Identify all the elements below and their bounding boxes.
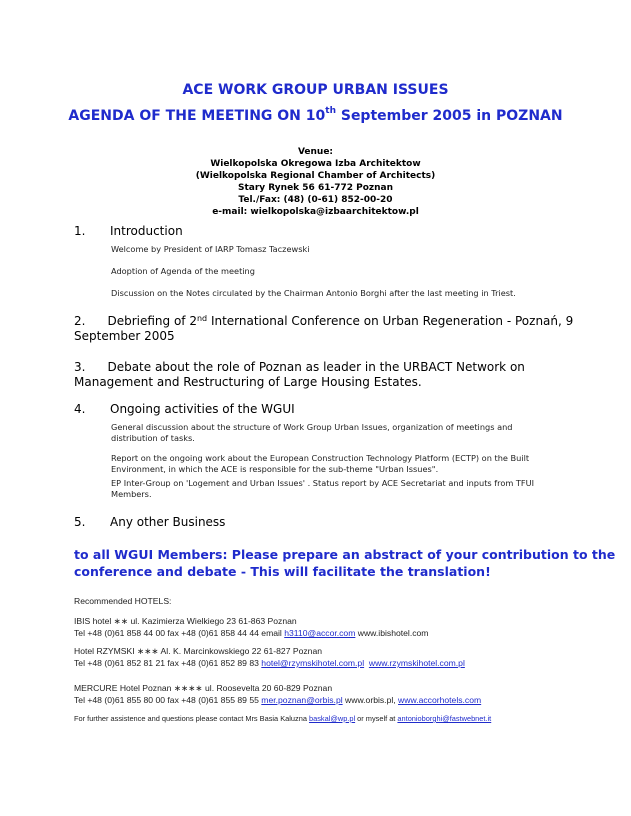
item-4-sub-1-line-2: distribution of tasks. bbox=[111, 432, 195, 443]
item-4-sub-2 bbox=[111, 453, 551, 474]
contact-footer bbox=[74, 714, 594, 723]
item-2-sup: nd bbox=[196, 314, 208, 323]
hotel-rzymski-tel: Tel +48 (0)61 852 81 21 fax +48 (0)61 852 89 83 bbox=[74, 658, 262, 668]
item-2-line-2: September 2005 bbox=[74, 329, 175, 343]
footer-mid-text: or myself at bbox=[355, 714, 398, 723]
item-2-text-cont: International Conference on Urban Regeneration - Poznań, 9 bbox=[207, 314, 574, 328]
venue-line-2: (Wielkopolska Regional Chamber of Architects) bbox=[195, 171, 436, 181]
item-4-sub-3-line-2: Members. bbox=[111, 488, 152, 499]
hotel-mercure-address: MERCURE Hotel Poznan ∗∗∗∗ ul. Roosevelta 20 60-829 Poznan bbox=[74, 683, 333, 693]
callout-line-1: to all WGUI Members: Please prepare an abstract of your contribution to the bbox=[74, 547, 616, 562]
item-number: 4. bbox=[74, 402, 86, 416]
hotel-rzymski-email-link[interactable]: hotel@rzymskihotel.com.pl bbox=[261, 658, 365, 668]
item-4-sub-2-line-2: Environment, in which the ACE is responsible for the sub-theme "Urban Issues". bbox=[111, 463, 439, 474]
item-3-line-1: Debate about the role of Poznan as leader in the URBACT Network on bbox=[107, 360, 525, 374]
hotel-ibis-address: IBIS hotel ∗∗ ul. Kazimierza Wielkiego 23 61-863 Poznan bbox=[74, 616, 297, 626]
item-1-sub-1: Welcome by President of IARP Tomasz Taczewski bbox=[111, 244, 310, 254]
item-4-sub-1-line-1: General discussion about the structure of Work Group Urban Issues, organization of meetings and bbox=[111, 422, 513, 432]
hotel-mercure-web-link[interactable]: www.accorhotels.com bbox=[398, 695, 482, 705]
members-callout bbox=[74, 546, 616, 580]
venue-line-4: Tel./Fax: (48) (0-61) 852-00-20 bbox=[238, 195, 393, 205]
venue-line-5: e-mail: wielkopolska@izbaarchitektow.pl bbox=[212, 207, 419, 217]
agenda-item-2 bbox=[74, 314, 574, 344]
hotel-rzymski-contact bbox=[74, 657, 594, 669]
item-number: 5. bbox=[74, 515, 86, 529]
hotel-rzymski-web-link[interactable]: www.rzymskihotel.com.pl bbox=[368, 658, 465, 668]
venue-line-1: Wielkopolska Okregowa Izba Architektow bbox=[210, 159, 421, 169]
page-title: ACE WORK GROUP URBAN ISSUES bbox=[182, 82, 449, 98]
item-4-sub-2-line-1: Report on the ongoing work about the European Construction Technology Platform (ECTP) on the Built bbox=[111, 453, 530, 463]
agenda-subtitle-sup: th bbox=[325, 106, 336, 116]
footer-email-1-link[interactable]: baskal@wp.pl bbox=[308, 714, 356, 723]
venue-block bbox=[0, 146, 631, 218]
venue-line-3: Stary Rynek 56 61-772 Poznan bbox=[237, 183, 394, 193]
item-1-sub-3: Discussion on the Notes circulated by the Chairman Antonio Borghi after the last meeting in Triest. bbox=[111, 288, 516, 298]
hotel-ibis-tel: Tel +48 (0)61 858 44 00 fax +48 (0)61 858 44 44 email bbox=[74, 628, 285, 638]
agenda-subtitle-suffix: September 2005 in POZNAN bbox=[335, 108, 563, 124]
item-4-sub-3-line-1: EP Inter-Group on 'Logement and Urban Issues' . Status report by ACE Secretariat and inputs from TFUI bbox=[111, 478, 535, 488]
footer-email-2-link[interactable]: antonioborghi@fastwebnet.it bbox=[397, 714, 492, 723]
hotel-ibis-web: www.ibishotel.com bbox=[355, 628, 429, 638]
hotel-mercure bbox=[74, 682, 594, 706]
item-2-text: Debriefing of 2 bbox=[107, 314, 197, 328]
item-number: 3. bbox=[74, 360, 86, 374]
agenda-subtitle-text: AGENDA OF THE MEETING ON 10 bbox=[68, 108, 326, 124]
item-number: 2. bbox=[74, 314, 86, 328]
hotel-ibis-contact bbox=[74, 627, 594, 639]
hotel-mercure-web-plain: www.orbis.pl, bbox=[342, 695, 399, 705]
item-title: Introduction bbox=[110, 224, 183, 238]
hotel-mercure-tel: Tel +48 (0)61 855 80 00 fax +48 (0)61 855 89 55 bbox=[74, 695, 262, 705]
item-4-sub-3 bbox=[111, 478, 551, 499]
footer-text: For further assistence and questions please contact Mrs Basia Kaluzna bbox=[74, 714, 309, 723]
agenda-item-3 bbox=[74, 360, 574, 390]
hotel-mercure-contact bbox=[74, 694, 594, 706]
item-3-line-2: Management and Restructuring of Large Housing Estates. bbox=[74, 375, 422, 389]
agenda-subtitle bbox=[0, 108, 631, 124]
callout-line-2: conference and debate - This will facilitate the translation! bbox=[74, 564, 491, 579]
venue-label: Venue: bbox=[297, 147, 334, 157]
hotel-ibis-email-link[interactable]: h3110@accor.com bbox=[284, 628, 356, 638]
hotel-rzymski-address: Hotel RZYMSKI ∗∗∗ Al. K. Marcinkowskiego 22 61-827 Poznan bbox=[74, 646, 323, 656]
hotel-rzymski bbox=[74, 645, 594, 669]
item-title: Ongoing activities of the WGUI bbox=[110, 402, 295, 416]
item-4-sub-1 bbox=[111, 422, 551, 443]
item-1-sub-2: Adoption of Agenda of the meeting bbox=[111, 266, 255, 276]
hotel-ibis bbox=[74, 615, 594, 639]
item-number: 1. bbox=[74, 224, 86, 238]
hotels-heading: Recommended HOTELS: bbox=[74, 596, 172, 606]
hotel-mercure-email-link[interactable]: mer.poznan@orbis.pl bbox=[261, 695, 343, 705]
item-title: Any other Business bbox=[110, 515, 226, 529]
